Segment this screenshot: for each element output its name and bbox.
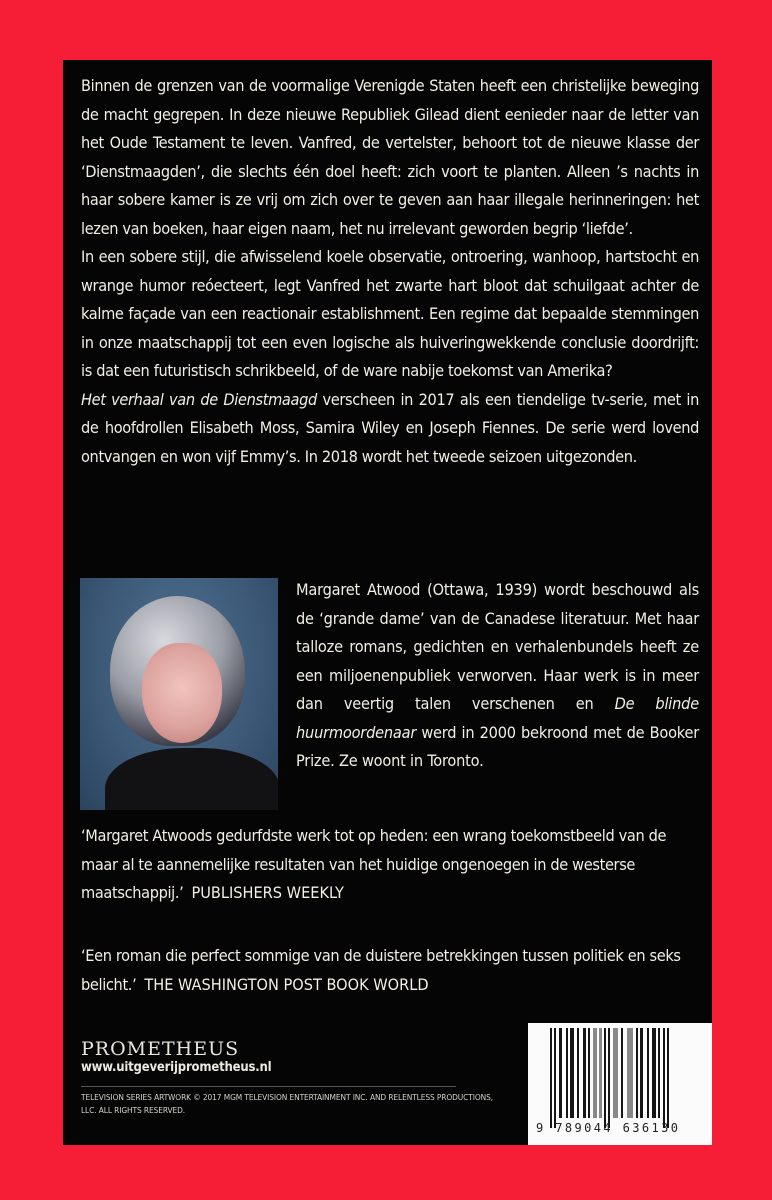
quote-text: ‘Margaret Atwoods gedurfdste werk tot op heden: een wrang toekomstbeeld van de maar al te aannemelijke resultaten van het huidige ongenoegen in de westerse maatschappij.’ xyxy=(81,826,667,902)
review-quote-2 xyxy=(81,942,699,999)
author-photo-face xyxy=(142,643,222,743)
blurb-paragraph-3 xyxy=(81,386,699,472)
quote-source: PUBLISHERS WEEKLY xyxy=(191,883,344,902)
back-cover-panel xyxy=(63,60,712,1145)
divider xyxy=(81,1086,456,1087)
author-photo xyxy=(80,578,278,810)
blurb-paragraph-2: In een sobere stijl, die afwisselend koele observatie, ontroering, wanhoop, hartstocht en wrange humor reóecteert, legt Vanfred het zwarte hart bloot dat schuilgaat achter de kalme façade van een reactionair establishment. Een regime dat bepaalde stemmingen in onze maatschappij tot een even logische als huiveringwekkende conclusie doordrijft: is dat een futuristisch schrikbeeld, of de ware nabije toekomst van Amerika? xyxy=(81,247,699,380)
tv-series-text: verscheen in 2017 als een tiendelige tv-serie, met in de hoofdrollen Elisabeth Moss, Samira Wiley en Joseph Fiennes. De serie werd lovend ontvangen en won vijf Emmy’s. In 2018 wordt het tweede seizoen uitgezonden. xyxy=(81,389,699,466)
tv-series-title: Het verhaal van de Dienstmaagd xyxy=(81,389,317,409)
isbn-number: 9 789044 636130 xyxy=(536,1121,681,1135)
barcode-bars xyxy=(550,1028,692,1118)
quote-text: ‘Een roman die perfect sommige van de duistere betrekkingen tussen politiek en seks belicht.’ xyxy=(81,946,681,994)
publisher-url[interactable]: www.uitgeverijprometheus.nl xyxy=(81,1060,272,1075)
copyright-notice: TELEVISION SERIES ARTWORK © 2017 MGM TELEVISION ENTERTAINMENT INC. AND RELENTLESS PRODUCTIONS, LLC. ALL RIGHTS RESERVED. xyxy=(81,1092,493,1115)
blurb-paragraph-1: Binnen de grenzen van de voormalige Verenigde Staten heeft een christelijke beweging de macht gegrepen. In deze nieuwe Republiek Gilead dient eenieder naar de letter van het Oude Testament te leven. Vanfred, de vertelster, behoort tot de nieuwe klasse der ‘Dienstmaagden’, die slechts één doel heeft: zich voort te planten. Alleen ’s nachts in haar sobere kamer is ze vrij om zich over te geven aan haar illegale herinneringen: het lezen van boeken, haar eigen naam, het nu irrelevant geworden begrip ‘liefde’. xyxy=(81,76,699,238)
barcode xyxy=(528,1023,712,1145)
review-quote-1 xyxy=(81,822,699,908)
author-bio: Margaret Atwood (Ottawa, 1939) wordt beschouwd als de ‘grande dame’ van de Canadese literatuur. Met haar talloze romans, gedichten en verhalenbundels heeft ze een miljoenenpubliek verworven. Haar werk is in meer dan veertig talen verschenen en De blinde huurmoordenaar werd in 2000 bekroond met de Booker Prize. Ze woont in Toronto. xyxy=(296,580,699,770)
quote-source: THE WASHINGTON POST BOOK WORLD xyxy=(144,974,429,994)
book-title: De blinde huurmoordenaar xyxy=(296,694,699,742)
author-photo-body xyxy=(105,748,278,810)
publisher-logo: PROMETHEUS xyxy=(81,1038,240,1060)
blurb xyxy=(81,72,699,471)
